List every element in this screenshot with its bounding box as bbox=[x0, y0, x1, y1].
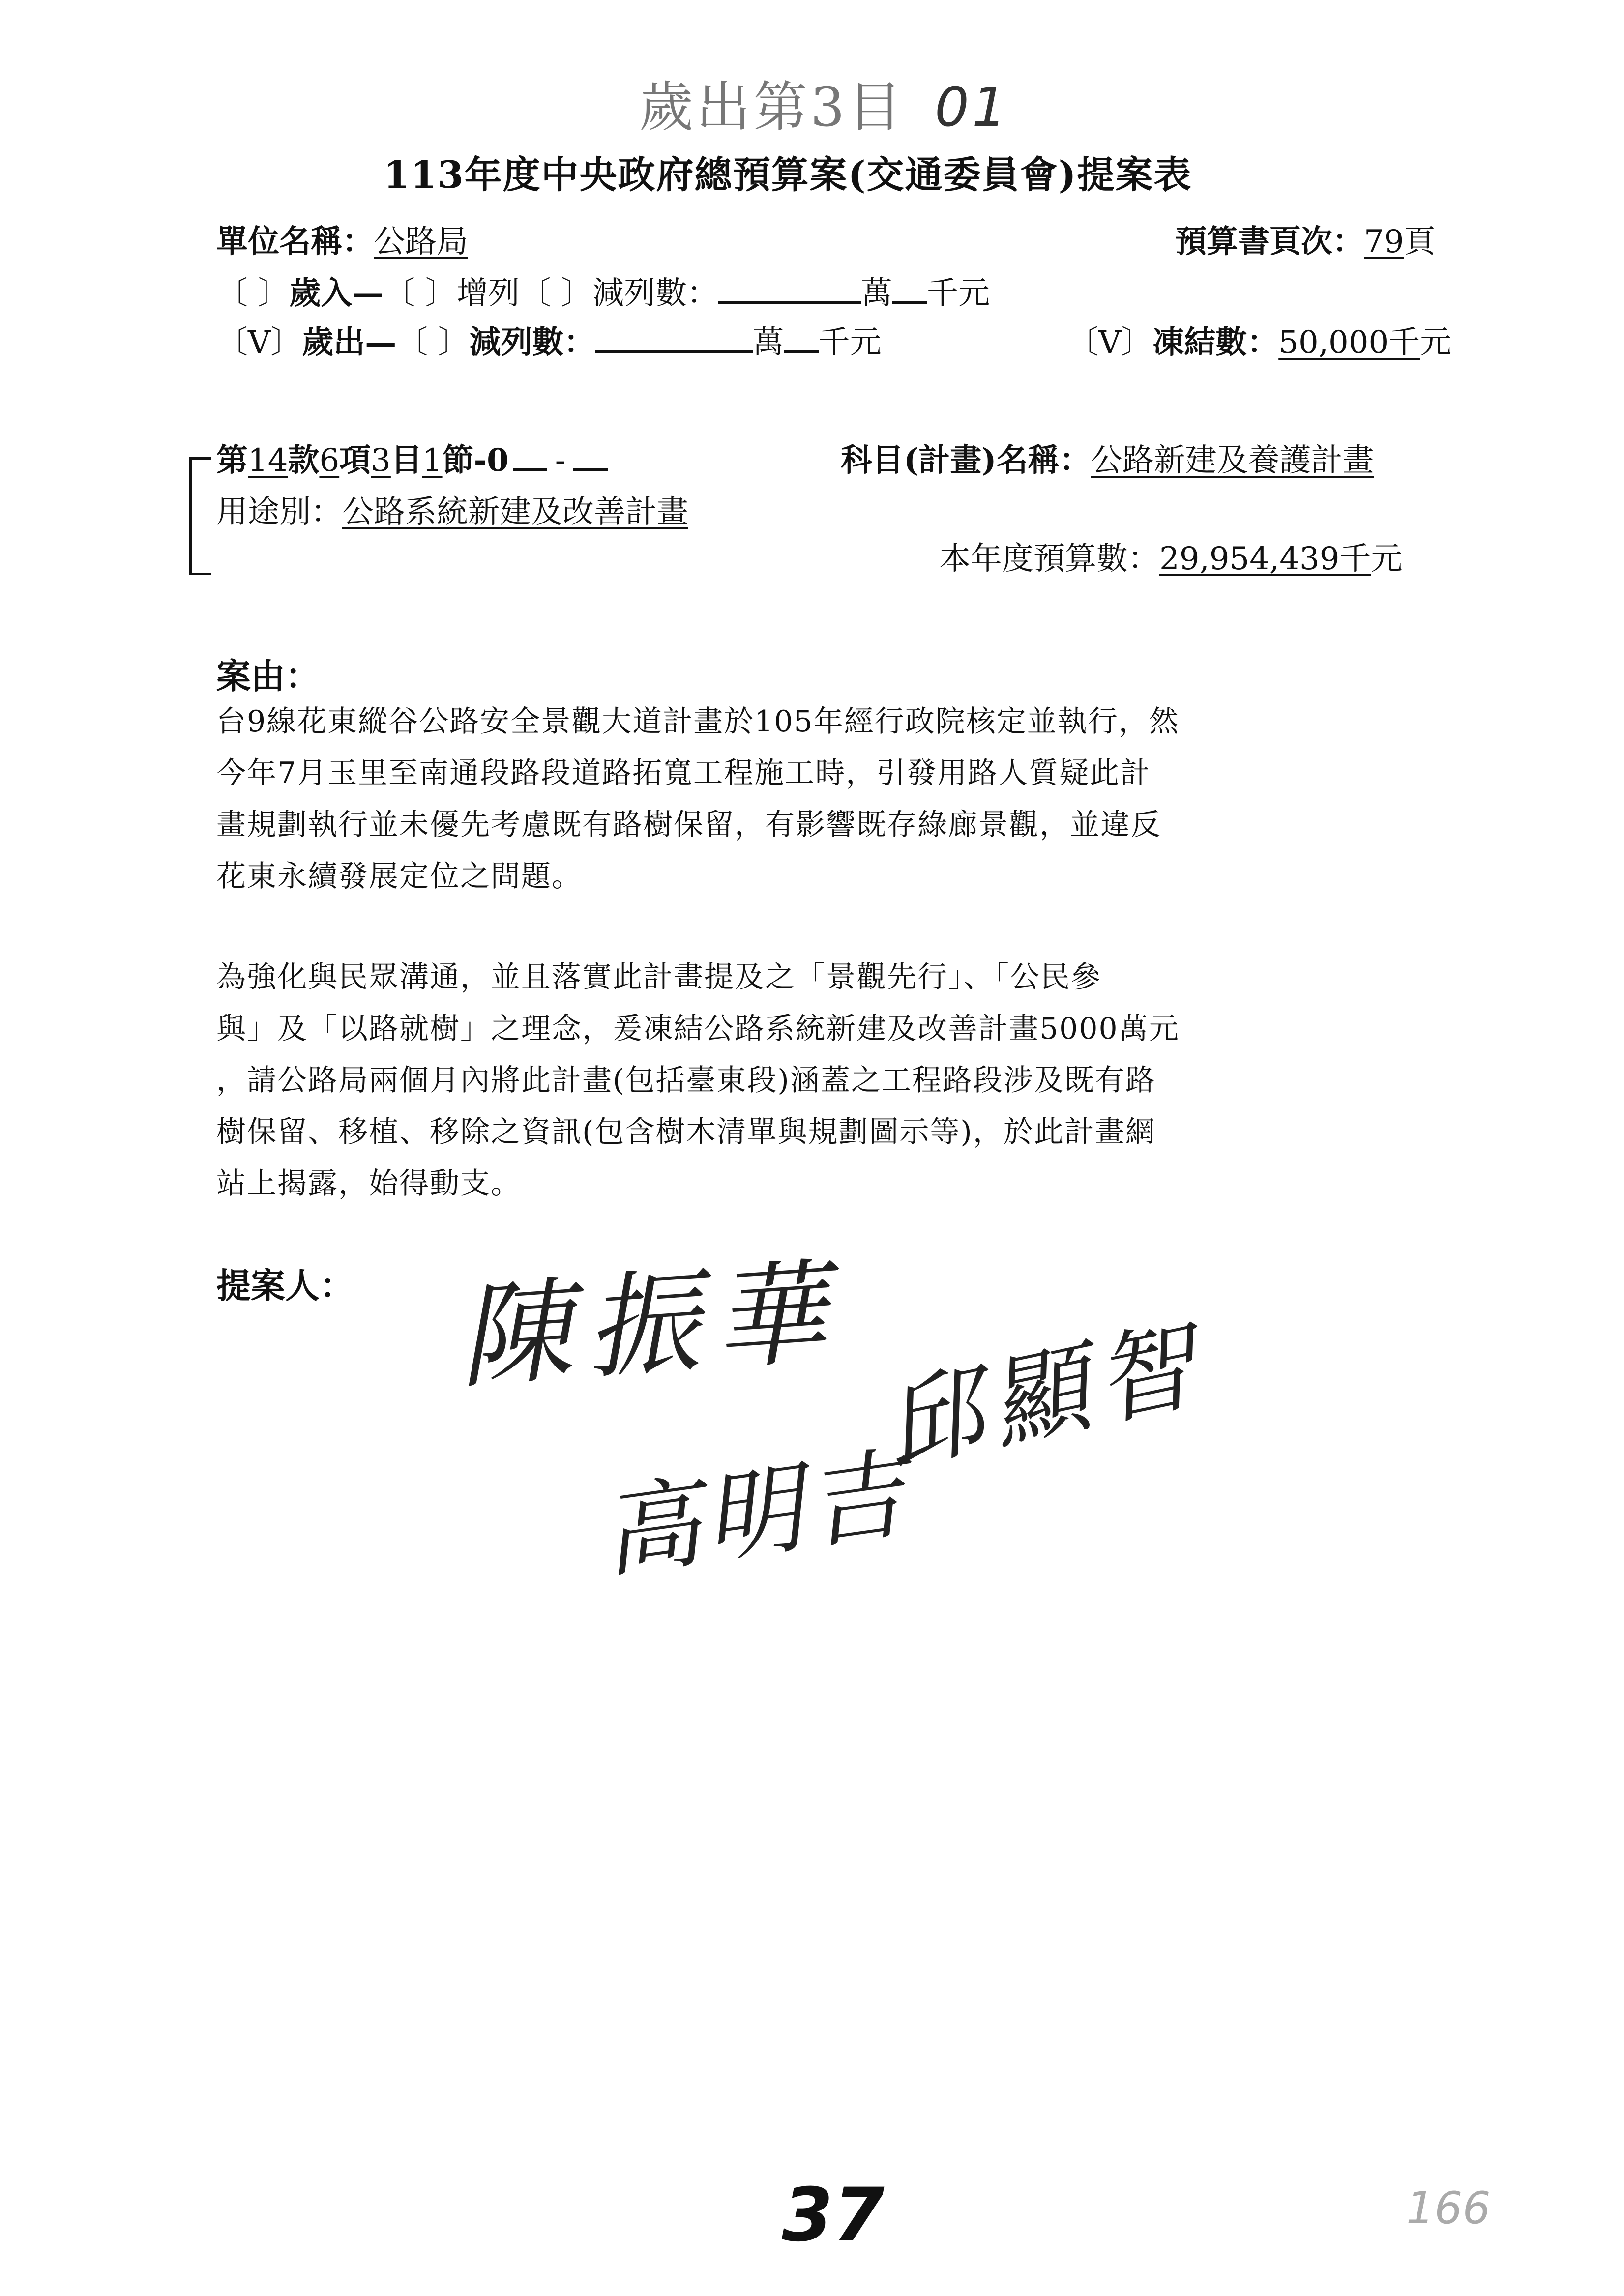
reason-para1-line-4: 花東永續發展定位之問題。 bbox=[216, 859, 582, 894]
budget-page bbox=[1175, 216, 1435, 262]
reason-para2-line-4: 樹保留、移植、移除之資訊(包含樹木清單與規劃圖示等)，於此計畫網 bbox=[216, 1115, 1156, 1149]
classification-bracket bbox=[189, 457, 211, 575]
expense-bracket: 〔V〕 bbox=[216, 324, 302, 361]
freeze-label: 凍結數： bbox=[1152, 324, 1279, 361]
revenue-decrease: 減列數： bbox=[592, 275, 719, 312]
annual-budget-label: 本年度預算數： bbox=[939, 541, 1159, 577]
class-p3: 項 bbox=[339, 442, 371, 479]
budget-page-suffix: 頁 bbox=[1404, 224, 1436, 260]
expense-wan: 萬 bbox=[752, 324, 784, 361]
proposer-label: 提案人： bbox=[216, 1265, 354, 1306]
expense-line bbox=[216, 317, 882, 362]
subject-label: 科目(計畫)名稱： bbox=[841, 442, 1091, 479]
revenue-bracket: 〔 〕 bbox=[216, 275, 290, 312]
subject-value: 公路新建及養護計畫 bbox=[1091, 442, 1374, 479]
class-p1: 第 bbox=[216, 442, 248, 479]
class-jie: 1 bbox=[422, 442, 443, 479]
annual-budget-unit: 元 bbox=[1371, 541, 1403, 577]
revenue-label: 歲入— bbox=[289, 275, 384, 312]
freeze-amount bbox=[1067, 317, 1451, 362]
expense-label: 歲出— bbox=[302, 324, 397, 361]
class-blank-2 bbox=[573, 468, 608, 471]
budget-page-label: 預算書頁次： bbox=[1175, 223, 1364, 260]
revenue-qian-blank bbox=[892, 301, 927, 304]
class-p2: 款 bbox=[288, 442, 320, 479]
reason-para2-line-5: 站上揭露，始得動支。 bbox=[216, 1166, 521, 1201]
expense-wan-blank bbox=[595, 350, 753, 353]
unit-value: 公路局 bbox=[374, 224, 468, 260]
expense-bracket-2: 〔 〕 bbox=[396, 324, 470, 361]
stamp-top bbox=[639, 64, 1009, 142]
budget-page-value: 79 bbox=[1364, 224, 1404, 260]
unit-label: 單位名稱： bbox=[216, 223, 374, 260]
signature-1: 陳振華 bbox=[454, 1247, 846, 1404]
page-number: 37 bbox=[782, 2173, 885, 2258]
class-p5: 節-0 bbox=[442, 442, 509, 479]
corner-number: 166 bbox=[1406, 2182, 1491, 2234]
annual-budget-value: 29,954,439千 bbox=[1159, 541, 1371, 577]
page-title: 113年度中央政府總預算案(交通委員會)提案表 bbox=[384, 153, 1192, 197]
annual-budget bbox=[939, 533, 1402, 579]
unit-row bbox=[216, 216, 468, 262]
expense-qian: 千元 bbox=[818, 324, 882, 361]
usage-value: 公路系統新建及改善計畫 bbox=[342, 494, 688, 530]
reason-para1-line-2: 今年7月玉里至南通段路段道路拓寬工程施工時，引發用路人質疑此計 bbox=[216, 756, 1151, 790]
reason-heading: 案由： bbox=[216, 656, 320, 697]
revenue-increase: 增列 bbox=[456, 275, 520, 312]
stamp-number: 01 bbox=[934, 76, 1009, 139]
expense-decrease: 減列數： bbox=[469, 324, 595, 361]
reason-para1-line-3: 畫規劃執行並未優先考慮既有路樹保留，有影響既存綠廊景觀，並違反 bbox=[216, 808, 1161, 842]
signature-2: 邱顯智 bbox=[873, 1306, 1215, 1486]
signature-3: 高明吉 bbox=[594, 1436, 917, 1593]
reason-para2-line-1: 為強化與民眾溝通，並且落實此計畫提及之「景觀先行」、「公民參 bbox=[216, 960, 1101, 994]
revenue-bracket-2: 〔 〕 bbox=[384, 275, 457, 312]
freeze-unit: 元 bbox=[1420, 324, 1452, 361]
class-blank-1 bbox=[513, 468, 547, 471]
class-xiang: 6 bbox=[319, 442, 340, 479]
class-mu: 3 bbox=[371, 442, 391, 479]
reason-para2-line-3: ，請公路局兩個月內將此計畫(包括臺東段)涵蓋之工程路段涉及既有路 bbox=[216, 1063, 1156, 1098]
usage-label: 用途別： bbox=[216, 494, 342, 530]
revenue-wan-blank bbox=[718, 301, 861, 304]
expense-qian-blank bbox=[784, 350, 819, 353]
classification-line bbox=[216, 435, 608, 480]
revenue-qian: 千元 bbox=[927, 275, 990, 312]
reason-para2-line-2: 與」及「以路就樹」之理念，爰凍結公路系統新建及改善計畫5000萬元 bbox=[216, 1012, 1180, 1046]
revenue-wan: 萬 bbox=[861, 275, 893, 312]
stamp-text: 歲出第3目 bbox=[639, 76, 905, 139]
class-kuan: 14 bbox=[248, 442, 288, 479]
class-dash: - bbox=[555, 442, 566, 479]
usage-line bbox=[216, 487, 688, 532]
reason-para1-line-1: 台9線花東縱谷公路安全景觀大道計畫於105年經行政院核定並執行，然 bbox=[216, 704, 1180, 739]
revenue-bracket-3: 〔 〕 bbox=[519, 275, 593, 312]
revenue-line bbox=[216, 268, 990, 313]
class-p4: 目 bbox=[390, 442, 422, 479]
freeze-bracket: 〔V〕 bbox=[1067, 324, 1153, 361]
subject-name bbox=[841, 435, 1374, 480]
freeze-value: 50,000千 bbox=[1278, 324, 1420, 361]
